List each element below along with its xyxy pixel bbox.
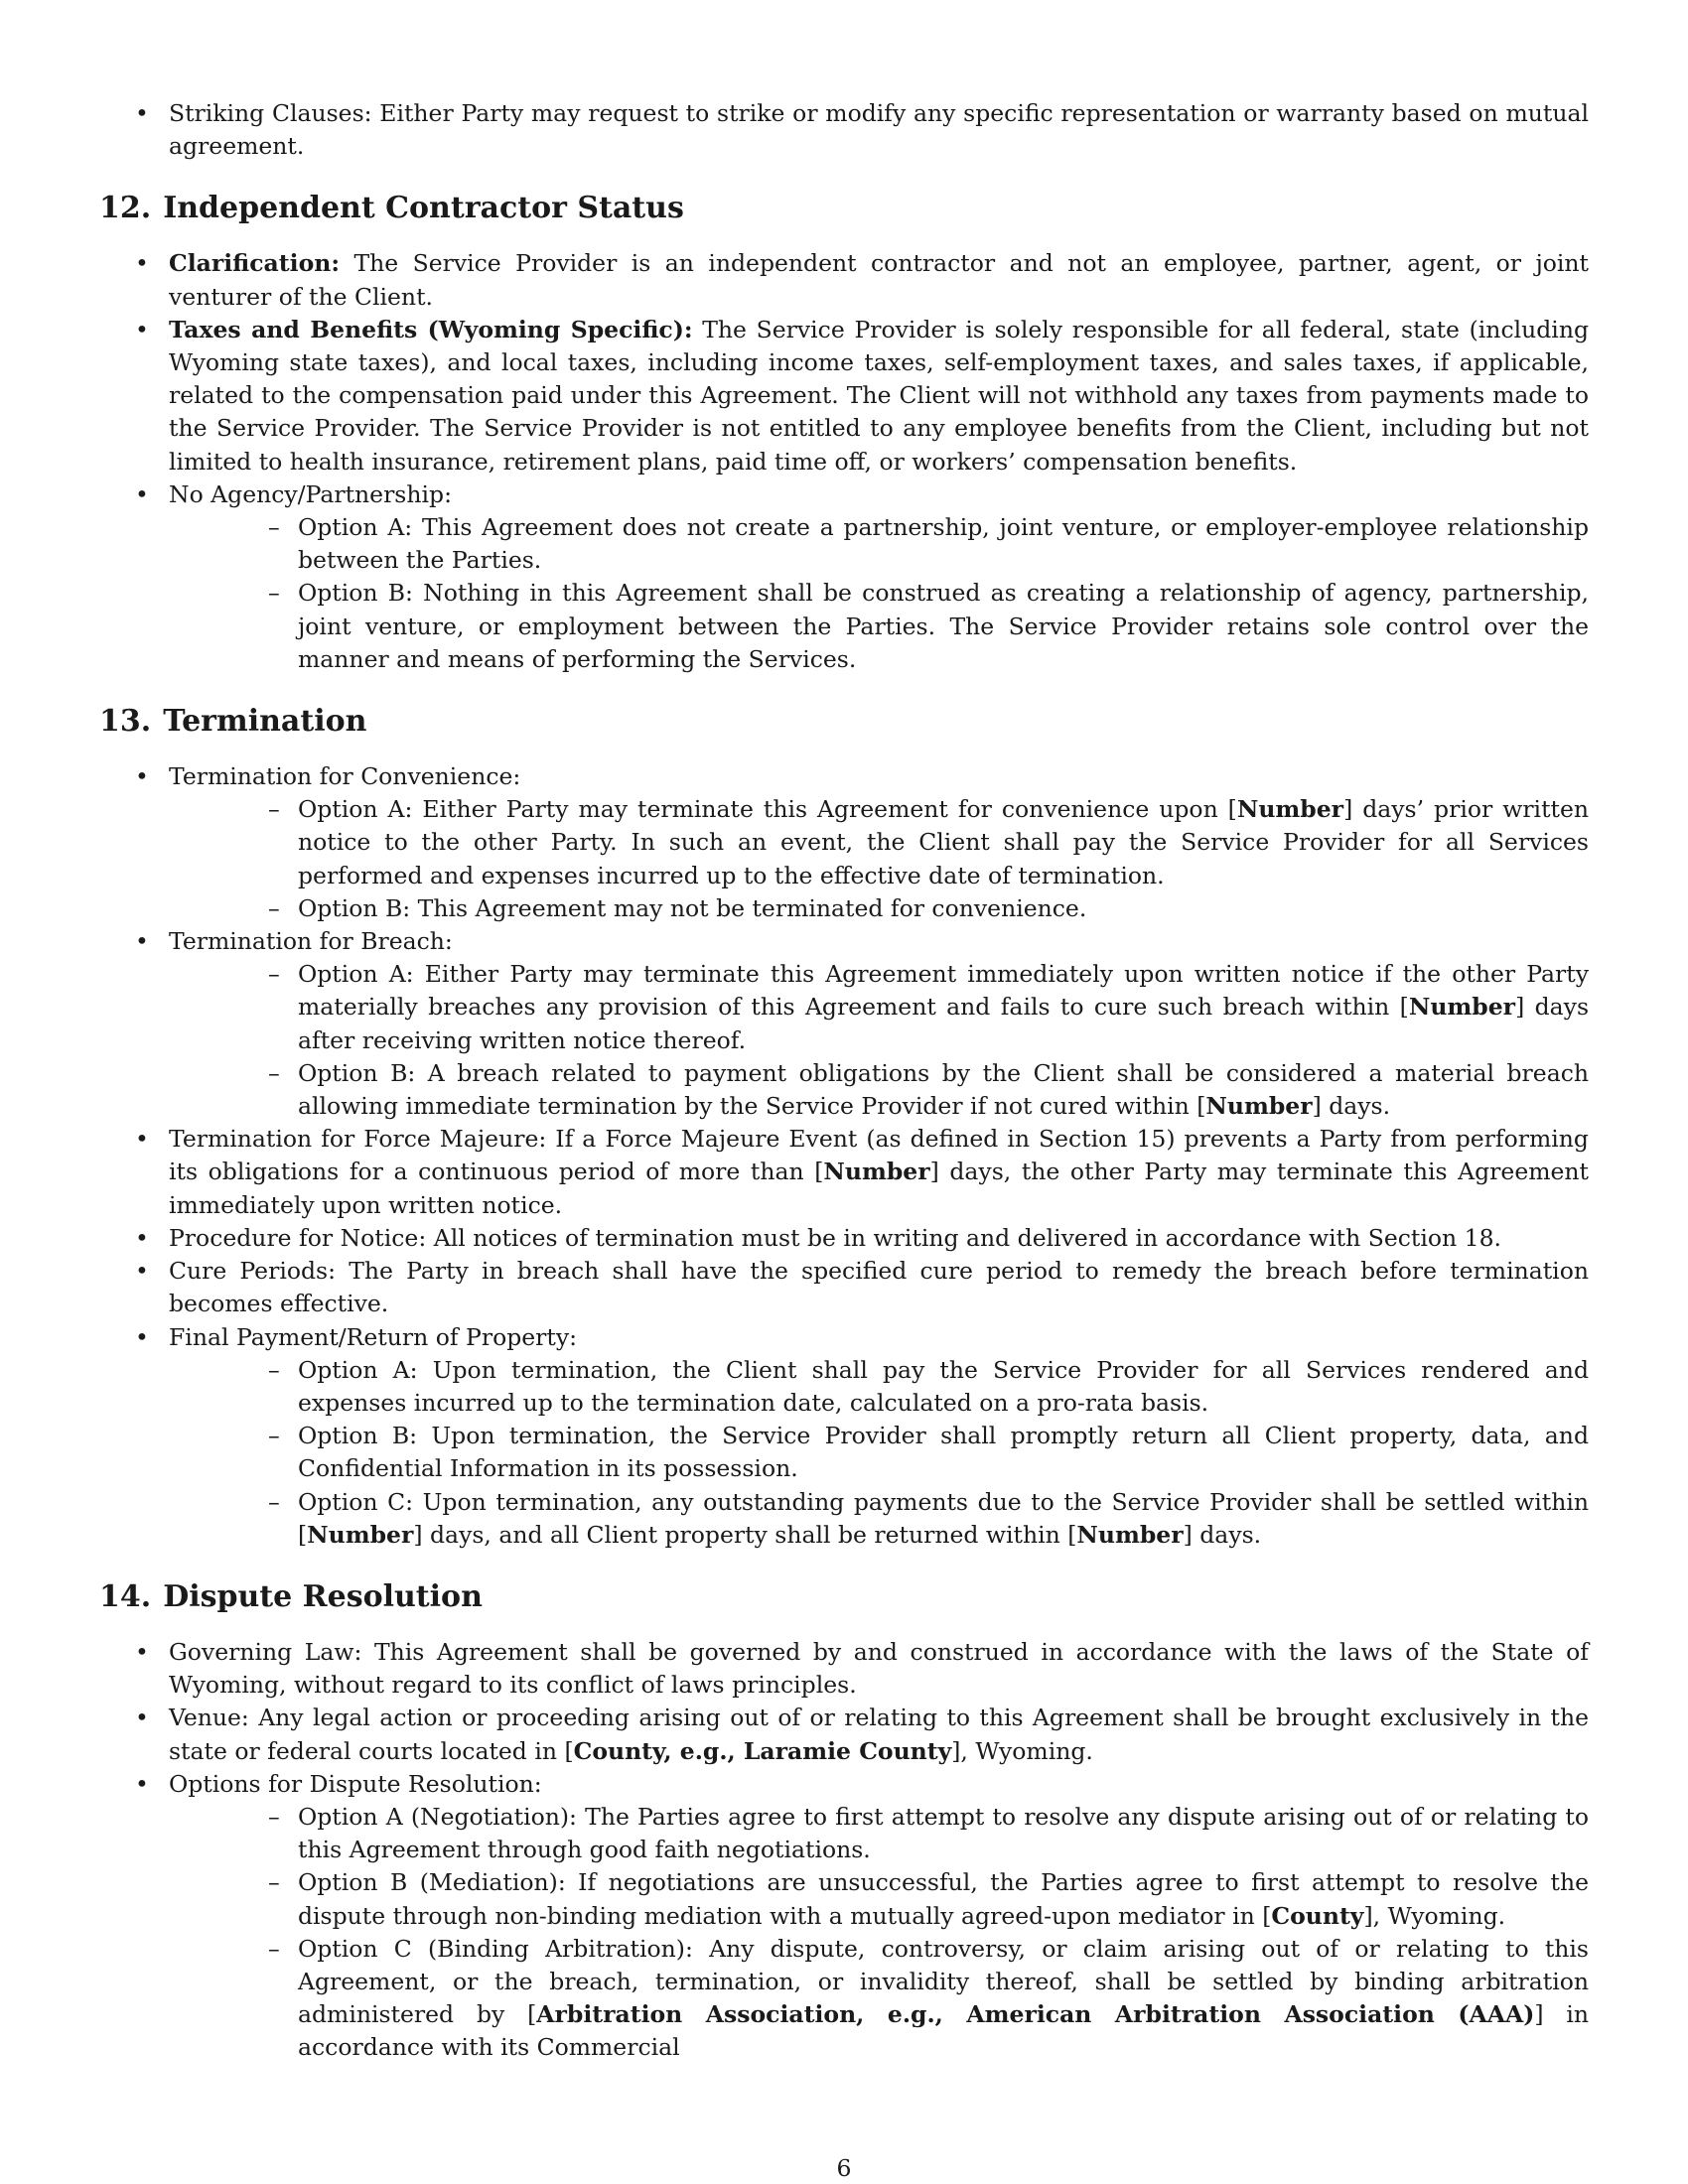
section-heading bbox=[99, 1577, 1589, 1617]
sub-list-item bbox=[169, 1057, 1589, 1123]
placeholder-field: Number bbox=[823, 1158, 930, 1186]
placeholder-field: Number bbox=[307, 1520, 414, 1549]
sub-list-item bbox=[169, 1486, 1589, 1552]
text-run: ] days. bbox=[1183, 1520, 1262, 1549]
text-run: Option C (Binding Arbitration): Any dispute, controversy, or claim arising out of or relating to this Agreement, or the breach, termination, or invalidity thereof, shall be settled by binding arbitration administered by [ bbox=[298, 1934, 1589, 2029]
text-run: Option B: A breach related to payment obligations by the Client shall be considered a material breach allowing immediate termination by the Service Provider if not cured within [ bbox=[298, 1058, 1589, 1121]
sub-list-item bbox=[169, 1801, 1589, 1866]
text-run: ] days after receiving written notice thereof. bbox=[298, 993, 1590, 1054]
sub-list-item bbox=[169, 577, 1589, 676]
item-label: Final Payment/Return of Property: bbox=[169, 1322, 578, 1351]
section bbox=[99, 1577, 1589, 2065]
list-item bbox=[99, 1636, 1589, 1702]
list-item bbox=[99, 1222, 1589, 1255]
text-run: Option A: Either Party may terminate this Agreement immediately upon written notice if the other Party materially breaches any provision of this Agreement and fails to cure such breach within [ bbox=[298, 960, 1589, 1022]
section-heading bbox=[99, 702, 1589, 742]
text-run: Option A: Either Party may terminate this Agreement for convenience upon [ bbox=[298, 795, 1237, 824]
section-title: Independent Contractor Status bbox=[163, 191, 684, 226]
text-run: If a Force Majeure Event (as defined in Section 15) prevents a Party from performing its obligations for a continuous period of more than [ bbox=[169, 1125, 1589, 1186]
text-run: Any legal action or proceeding arising out of or relating to this Agreement shall be brought exclusively in the state or federal courts located in [ bbox=[169, 1704, 1589, 1765]
sub-list-item bbox=[169, 958, 1589, 1057]
item-label: Termination for Breach: bbox=[169, 927, 453, 956]
list-item bbox=[99, 925, 1589, 1123]
item-label: Options for Dispute Resolution: bbox=[169, 1769, 542, 1798]
sub-list-item bbox=[169, 1933, 1589, 2065]
item-label: Termination for Force Majeure: bbox=[169, 1125, 547, 1154]
text-run: Option B: Nothing in this Agreement shall be construed as creating a relationship of agency, partnership, joint venture, or employment between the Parties. The Service Provider retains sole control over the manner and means of performing the Services. bbox=[298, 579, 1589, 673]
section-title: Termination bbox=[163, 704, 367, 740]
text-run: ], Wyoming. bbox=[1363, 1901, 1506, 1930]
item-label: Governing Law: bbox=[169, 1637, 362, 1666]
section-number: 14. bbox=[99, 1578, 152, 1614]
section-number: 12. bbox=[99, 191, 152, 226]
text-run: ] days’ prior written notice to the other Party. In such an event, the Client shall pay the Service Provider for all Services performed and expenses incurred up to the effective date of termination. bbox=[298, 795, 1589, 889]
placeholder-field: County, e.g., Laramie County bbox=[573, 1736, 952, 1765]
list-item bbox=[99, 97, 1589, 163]
text-run: Option A: This Agreement does not create a partnership, joint venture, or employer-employee relationship between the Parties. bbox=[298, 513, 1589, 575]
item-label: Striking Clauses: bbox=[169, 99, 372, 127]
placeholder-field: Number bbox=[1236, 795, 1344, 824]
sub-list bbox=[169, 1354, 1589, 1552]
list-item bbox=[99, 1321, 1589, 1552]
text-run: ] days. bbox=[1312, 1092, 1391, 1121]
section-list bbox=[99, 1636, 1589, 2065]
section-heading bbox=[99, 189, 1589, 228]
text-run: ] days, the other Party may terminate this Agreement immediately upon written notice. bbox=[169, 1158, 1589, 1219]
item-text: All notices of termination must be in writing and delivered in accordance with Section 18. bbox=[426, 1223, 1501, 1252]
document-body bbox=[99, 97, 1589, 2065]
sub-list-item bbox=[169, 793, 1589, 892]
text-run: ] in accordance with its Commercial bbox=[298, 2000, 1589, 2062]
placeholder-field: Arbitration Association, e.g., American Arbitration Association (AAA) bbox=[536, 2000, 1535, 2029]
section bbox=[99, 189, 1589, 676]
list-item bbox=[99, 1123, 1589, 1222]
sub-list-item bbox=[169, 511, 1589, 577]
item-label: Procedure for Notice: bbox=[169, 1223, 427, 1252]
sub-list bbox=[169, 1801, 1589, 2065]
intro-list bbox=[99, 97, 1589, 163]
sub-list-item bbox=[169, 892, 1589, 925]
sub-list-item bbox=[169, 1420, 1589, 1485]
item-label: Clarification: bbox=[169, 249, 341, 278]
item-label: Termination for Convenience: bbox=[169, 762, 521, 791]
text-run: Option A: Upon termination, the Client shall pay the Service Provider for all Services rendered and expenses incurred up to the termination date, calculated on a pro-rata basis. bbox=[298, 1355, 1589, 1417]
item-label: Venue: bbox=[169, 1704, 249, 1732]
text-run: ], Wyoming. bbox=[951, 1736, 1093, 1765]
text-run: Option B: Upon termination, the Service Provider shall promptly return all Client property, data, and Confidential Information in its possession. bbox=[298, 1422, 1589, 1483]
section-list bbox=[99, 247, 1589, 676]
list-item bbox=[99, 760, 1589, 925]
section-number: 13. bbox=[99, 704, 152, 740]
item-label: No Agency/Partnership: bbox=[169, 479, 452, 508]
item-text: This Agreement shall be governed by and construed in accordance with the laws of the State of Wyoming, without regard to its conflict of laws principles. bbox=[169, 1637, 1589, 1700]
placeholder-field: Number bbox=[1205, 1092, 1313, 1121]
item-text: The Service Provider is solely responsible for all federal, state (including Wyoming state taxes), and local taxes, including income taxes, self-employment taxes, and sales taxes, if applicable, related to the compensation paid under this Agreement. The Client will not withhold any taxes from payments made to the Service Provider. The Service Provider is not entitled to any employee benefits from the Client, including but not limited to health insurance, retirement plans, paid time off, or workers’ compensation benefits. bbox=[169, 315, 1589, 476]
placeholder-field: Number bbox=[1076, 1520, 1184, 1549]
list-item bbox=[99, 314, 1589, 478]
sub-list-item bbox=[169, 1866, 1589, 1932]
section-title: Dispute Resolution bbox=[163, 1578, 483, 1614]
placeholder-field: County bbox=[1271, 1901, 1364, 1930]
sections bbox=[99, 189, 1589, 2064]
item-label: Taxes and Benefits (Wyoming Specific): bbox=[169, 315, 693, 343]
text-run: ] days, and all Client property shall be returned within [ bbox=[413, 1520, 1077, 1549]
placeholder-field: Number bbox=[1408, 993, 1516, 1022]
section bbox=[99, 702, 1589, 1552]
list-item bbox=[99, 478, 1589, 676]
item-text: The Service Provider is an independent contractor and not an employee, partner, agent, or joint venturer of the Client. bbox=[169, 249, 1589, 311]
sub-list bbox=[169, 511, 1589, 676]
item-label: Cure Periods: bbox=[169, 1257, 337, 1286]
sub-list-item bbox=[169, 1354, 1589, 1420]
list-item bbox=[99, 247, 1589, 313]
text-run: Option A (Negotiation): The Parties agree to first attempt to resolve any dispute arising out of or relating to this Agreement through good faith negotiations. bbox=[298, 1802, 1589, 1864]
item-text: Either Party may request to strike or modify any specific representation or warranty based on mutual agreement. bbox=[169, 99, 1589, 161]
list-item bbox=[99, 1768, 1589, 2065]
text-run: Option B (Mediation): If negotiations are unsuccessful, the Parties agree to first attempt to resolve the dispute through non-binding mediation with a mutually agreed-upon mediator in [ bbox=[298, 1868, 1589, 1930]
list-item bbox=[99, 1255, 1589, 1320]
text-run: Option C: Upon termination, any outstanding payments due to the Service Provider shall be settled within [ bbox=[298, 1487, 1589, 1549]
sub-list bbox=[169, 958, 1589, 1123]
item-text: The Party in breach shall have the specified cure period to remedy the breach before termination becomes effective. bbox=[169, 1257, 1589, 1318]
text-run: Option B: This Agreement may not be terminated for convenience. bbox=[298, 893, 1087, 922]
section-list bbox=[99, 760, 1589, 1552]
sub-list bbox=[169, 793, 1589, 925]
page-number: 6 bbox=[836, 2154, 852, 2182]
list-item bbox=[99, 1702, 1589, 1767]
